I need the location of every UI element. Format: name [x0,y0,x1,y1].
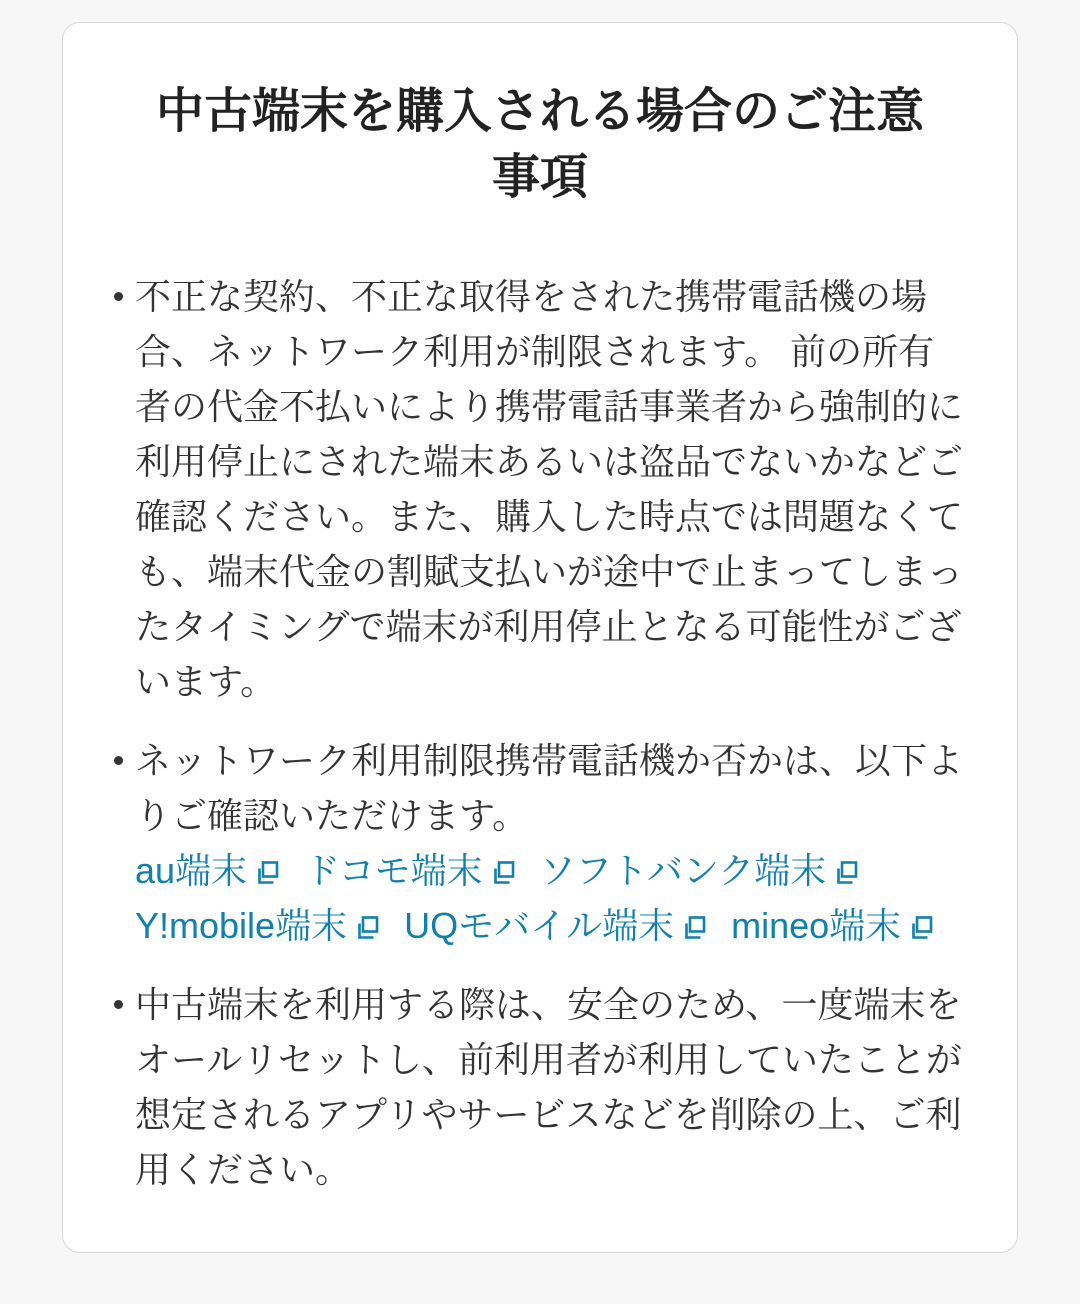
link-label: au端末 [135,850,248,891]
notice-text: 中古端末を利用する際は、安全のため、一度端末をオールリセットし、前利用者が利用していたことが想定されるアプリやサービスなどを削除の上、ご利用ください。 [135,984,962,1190]
external-link-icon [679,913,709,943]
link-softbank-devices[interactable] [540,843,862,898]
link-ymobile-devices[interactable] [135,898,382,953]
external-link-icon [488,858,518,888]
link-uqmobile-devices[interactable] [404,898,709,953]
external-link-icon [831,858,861,888]
bullet-dot-icon [114,1000,123,1009]
link-au-devices[interactable] [135,843,282,898]
notice-text: 不正な契約、不正な取得をされた携帯電話機の場合、ネットワーク利用が制限されます。 前の所有者の代金不払いにより携帯電話事業者から強制的に利用停止にされた端末あるいは盗品でないかなどご確認ください。また、購入した時点では問題なくても、端末代金の割賦支払いが途中で止まってしまったタイミングで端末が利用停止となる可能性がございます。 [135,276,964,702]
link-label: ドコモ端末 [304,850,483,891]
external-link-icon [352,913,382,943]
link-mineo-devices[interactable] [731,898,936,953]
page-title: 中古端末を購入される場合のご注意事項 [155,85,924,204]
link-label: UQモバイル端末 [404,905,675,946]
carrier-links [135,850,936,946]
link-label: ソフトバンク端末 [539,850,827,891]
notice-card [62,22,1018,1253]
link-docomo-devices[interactable] [304,843,518,898]
notice-text: ネットワーク利用制限携帯電話機か否かは、以下よりご確認いただけます。 [135,740,964,836]
list-item [111,269,969,709]
link-label: Y!mobile端末 [135,905,348,946]
external-link-icon [252,858,282,888]
external-link-icon [906,913,936,943]
list-item [111,733,969,953]
link-label: mineo端末 [731,905,902,946]
bullet-dot-icon [114,292,123,301]
notice-list [111,269,969,1197]
list-item [111,977,969,1197]
bullet-dot-icon [114,756,123,765]
